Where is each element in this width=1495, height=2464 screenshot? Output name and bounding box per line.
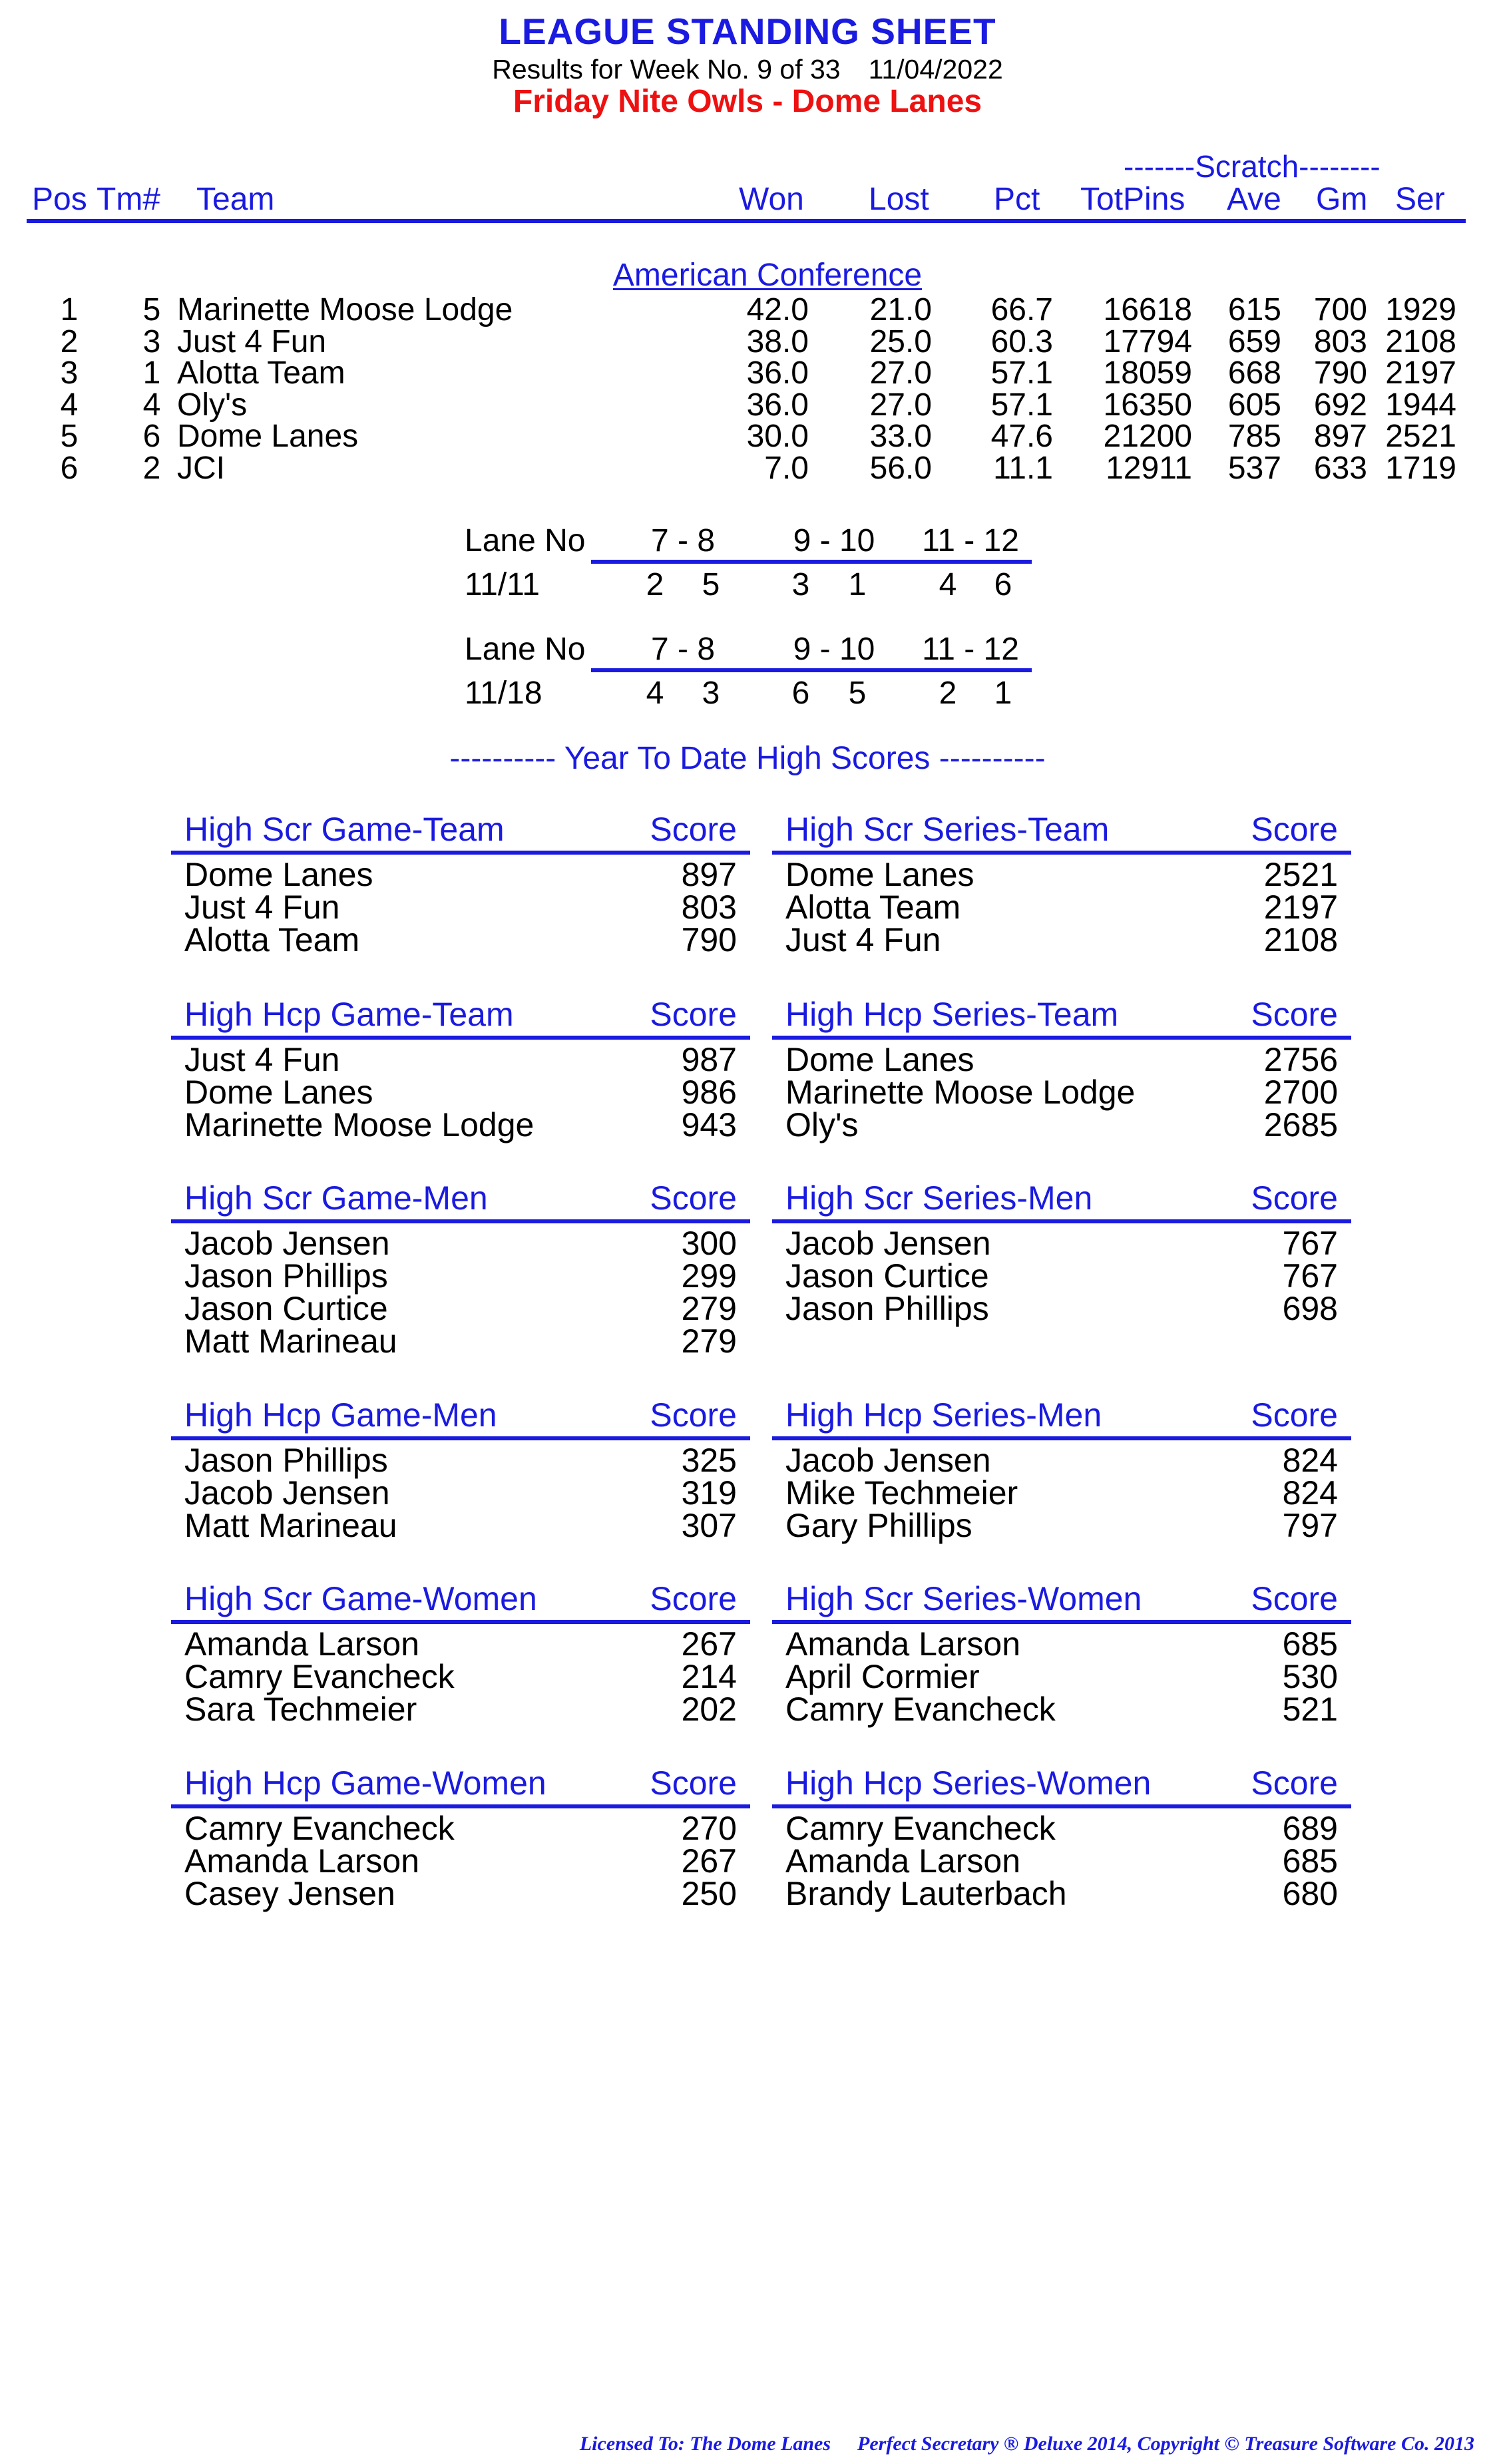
cell-lost: 56.0 xyxy=(869,450,932,486)
list-item xyxy=(772,1842,1351,1880)
cell-gm: 633 xyxy=(1313,450,1367,486)
score-value: 2521 xyxy=(1263,856,1338,893)
bowler-name: Matt Marineau xyxy=(184,1323,397,1360)
cell-pct: 47.6 xyxy=(990,419,1053,454)
col-totpins: TotPins xyxy=(1080,182,1185,217)
lane-pair: 9 - 10 xyxy=(793,632,875,667)
bowler-name: Amanda Larson xyxy=(184,1625,420,1663)
bowler-name: Camry Evancheck xyxy=(785,1810,1056,1847)
box-header xyxy=(772,1179,1351,1217)
box-rule xyxy=(171,1620,750,1624)
high-score-box xyxy=(772,1179,1351,1325)
score-value: 689 xyxy=(1282,1810,1338,1847)
cell-pct: 60.3 xyxy=(990,323,1053,359)
score-value: 987 xyxy=(681,1041,737,1078)
score-label: Score xyxy=(1251,1179,1338,1217)
lane-team: 2 xyxy=(646,567,664,602)
bowler-name: Gary Phillips xyxy=(785,1507,972,1544)
cell-tm: 6 xyxy=(142,419,161,454)
cell-team: Oly's xyxy=(177,387,248,423)
box-title: High Scr Game-Team xyxy=(184,811,505,848)
list-item xyxy=(171,1812,750,1845)
col-pos: Pos xyxy=(32,182,87,217)
col-tm: Tm# xyxy=(97,182,160,217)
lane-team: 5 xyxy=(848,676,867,711)
cell-gm: 692 xyxy=(1313,387,1367,423)
list-item xyxy=(171,1507,750,1544)
score-value: 698 xyxy=(1282,1290,1338,1327)
box-items xyxy=(171,1227,750,1358)
table-row xyxy=(0,323,1495,359)
cell-team: JCI xyxy=(177,450,225,486)
cell-ave: 785 xyxy=(1227,419,1281,454)
col-won: Won xyxy=(739,182,804,217)
table-row xyxy=(0,389,1495,421)
box-header xyxy=(772,1764,1351,1802)
cell-ser: 2521 xyxy=(1385,419,1456,454)
high-score-box xyxy=(171,1764,750,1910)
cell-won: 36.0 xyxy=(746,355,809,391)
col-ave: Ave xyxy=(1227,182,1281,217)
box-title: High Hcp Game-Men xyxy=(184,1396,497,1434)
bowler-name: Jason Phillips xyxy=(184,1442,388,1479)
list-item xyxy=(171,1227,750,1260)
cell-tm: 2 xyxy=(142,450,161,486)
bowler-name: Jason Phillips xyxy=(184,1257,388,1295)
cell-tm: 3 xyxy=(142,323,161,359)
cell-totpins: 21200 xyxy=(1103,419,1192,454)
box-rule xyxy=(171,1804,750,1808)
score-label: Score xyxy=(1251,1396,1338,1434)
lane-rule xyxy=(591,668,1032,672)
box-items xyxy=(772,1227,1351,1325)
box-title: High Hcp Game-Women xyxy=(184,1764,546,1802)
cell-ave: 659 xyxy=(1227,323,1281,359)
list-item xyxy=(772,1227,1351,1260)
footer xyxy=(0,2432,1474,2456)
box-header xyxy=(772,996,1351,1033)
score-value: 685 xyxy=(1282,1625,1338,1663)
lane-pair: 7 - 8 xyxy=(650,523,716,558)
box-items xyxy=(171,1041,750,1143)
table-row xyxy=(0,421,1495,453)
scratch-label: -------Scratch-------- xyxy=(1124,149,1381,184)
cell-won: 30.0 xyxy=(746,419,809,454)
box-rule xyxy=(171,1219,750,1223)
score-label: Score xyxy=(650,1580,737,1617)
score-label: Score xyxy=(650,1764,737,1802)
box-title: High Scr Series-Women xyxy=(785,1580,1142,1617)
score-label: Score xyxy=(1251,1764,1338,1802)
high-score-box xyxy=(772,996,1351,1141)
table-row xyxy=(0,450,1495,486)
score-value: 214 xyxy=(681,1658,737,1695)
cell-team: Marinette Moose Lodge xyxy=(177,292,513,327)
list-item xyxy=(772,1625,1351,1663)
box-items xyxy=(772,1812,1351,1910)
score-label: Score xyxy=(1251,996,1338,1033)
bowler-name: Dome Lanes xyxy=(785,856,974,893)
cell-won: 7.0 xyxy=(764,450,809,486)
cell-pct: 11.1 xyxy=(993,450,1053,486)
score-value: 202 xyxy=(681,1691,737,1728)
lane-team: 3 xyxy=(791,567,810,602)
box-items xyxy=(171,1625,750,1728)
cell-ave: 668 xyxy=(1227,355,1281,391)
list-item xyxy=(772,856,1351,893)
lane-team: 3 xyxy=(702,676,720,711)
cell-gm: 700 xyxy=(1313,292,1367,327)
lane-team: 4 xyxy=(646,676,664,711)
score-value: 319 xyxy=(681,1474,737,1512)
list-item xyxy=(171,1290,750,1327)
bowler-name: Just 4 Fun xyxy=(184,1041,340,1078)
col-ser: Ser xyxy=(1395,182,1445,217)
box-header xyxy=(171,1179,750,1217)
cell-lost: 33.0 xyxy=(869,419,932,454)
bowler-name: Jason Curtice xyxy=(184,1290,388,1327)
col-team: Team xyxy=(196,182,275,217)
week-line xyxy=(0,53,1495,85)
score-value: 530 xyxy=(1282,1658,1338,1695)
box-header xyxy=(772,1396,1351,1434)
report-date: 11/04/2022 xyxy=(868,54,1003,85)
bowler-name: Amanda Larson xyxy=(785,1625,1021,1663)
high-score-box xyxy=(171,996,750,1141)
lane-no-label: Lane No xyxy=(465,523,586,558)
cell-lost: 27.0 xyxy=(869,355,932,391)
bowler-name: Sara Techmeier xyxy=(184,1691,417,1728)
box-items xyxy=(772,1041,1351,1143)
bowler-name: Amanda Larson xyxy=(785,1842,1021,1880)
lane-team: 1 xyxy=(994,676,1012,711)
lane-no-label: Lane No xyxy=(465,632,586,667)
list-item xyxy=(772,1041,1351,1078)
col-lost: Lost xyxy=(869,182,929,217)
list-item xyxy=(772,1076,1351,1109)
cell-team: Dome Lanes xyxy=(177,419,359,454)
score-label: Score xyxy=(650,811,737,848)
bowler-name: Jacob Jensen xyxy=(785,1225,991,1262)
lane-team: 6 xyxy=(994,567,1012,602)
list-item xyxy=(772,1474,1351,1512)
col-pct: Pct xyxy=(994,182,1040,217)
ytd-title: ---------- Year To Date High Scores ---------- xyxy=(449,741,1046,776)
score-value: 797 xyxy=(1282,1507,1338,1544)
col-gm: Gm xyxy=(1316,182,1368,217)
box-items xyxy=(171,1812,750,1910)
cell-totpins: 17794 xyxy=(1103,323,1192,359)
bowler-name: Alotta Team xyxy=(184,921,360,958)
cell-tm: 4 xyxy=(142,387,161,423)
score-label: Score xyxy=(650,1396,737,1434)
score-value: 685 xyxy=(1282,1842,1338,1880)
box-title: High Scr Game-Women xyxy=(184,1580,537,1617)
bowler-name: April Cormier xyxy=(785,1658,980,1695)
list-item xyxy=(772,1444,1351,1477)
bowler-name: Matt Marineau xyxy=(184,1507,397,1544)
lane-pair: 9 - 10 xyxy=(793,523,875,558)
score-value: 2108 xyxy=(1263,921,1338,958)
bowler-name: Camry Evancheck xyxy=(184,1810,455,1847)
cell-tm: 5 xyxy=(142,292,161,327)
cell-totpins: 12911 xyxy=(1106,450,1192,486)
score-value: 767 xyxy=(1282,1257,1338,1295)
cell-gm: 897 xyxy=(1313,419,1367,454)
bowler-name: Marinette Moose Lodge xyxy=(184,1106,534,1143)
bowler-name: Dome Lanes xyxy=(785,1041,974,1078)
list-item xyxy=(171,891,750,924)
conference-title: American Conference xyxy=(612,258,923,293)
box-header xyxy=(171,1580,750,1617)
score-value: 267 xyxy=(681,1625,737,1663)
lane-date: 11/11 xyxy=(465,567,540,602)
box-header xyxy=(171,811,750,848)
lane-date: 11/18 xyxy=(465,676,542,711)
cell-totpins: 16618 xyxy=(1103,292,1192,327)
score-value: 2197 xyxy=(1263,889,1338,926)
cell-won: 38.0 xyxy=(746,323,809,359)
bowler-name: Marinette Moose Lodge xyxy=(785,1074,1136,1111)
cell-ser: 1719 xyxy=(1385,450,1456,486)
cell-gm: 790 xyxy=(1313,355,1367,391)
cell-won: 36.0 xyxy=(746,387,809,423)
bowler-name: Oly's xyxy=(785,1106,859,1143)
cell-lost: 25.0 xyxy=(869,323,932,359)
page-title: LEAGUE STANDING SHEET xyxy=(499,11,996,52)
bowler-name: Mike Techmeier xyxy=(785,1474,1018,1512)
high-score-box xyxy=(171,811,750,956)
bowler-name: Dome Lanes xyxy=(184,1074,373,1111)
box-title: High Hcp Series-Team xyxy=(785,996,1119,1033)
cell-ser: 1944 xyxy=(1385,387,1456,423)
list-item xyxy=(171,1693,750,1726)
box-rule xyxy=(171,1436,750,1440)
high-score-box xyxy=(772,1764,1351,1910)
box-header xyxy=(772,811,1351,848)
score-value: 299 xyxy=(681,1257,737,1295)
high-score-box xyxy=(171,1396,750,1542)
box-items xyxy=(772,856,1351,958)
score-value: 250 xyxy=(681,1875,737,1912)
score-value: 790 xyxy=(681,921,737,958)
cell-ave: 615 xyxy=(1227,292,1281,327)
league-name: Friday Nite Owls - Dome Lanes xyxy=(513,84,982,119)
high-score-box xyxy=(772,1580,1351,1726)
bowler-name: Jacob Jensen xyxy=(785,1442,991,1479)
list-item xyxy=(772,891,1351,924)
lane-team: 1 xyxy=(848,567,867,602)
bowler-name: Just 4 Fun xyxy=(184,889,340,926)
score-label: Score xyxy=(650,1179,737,1217)
box-rule xyxy=(772,1620,1351,1624)
box-title: High Scr Game-Men xyxy=(184,1179,488,1217)
cell-ave: 537 xyxy=(1227,450,1281,486)
lane-rule xyxy=(591,560,1032,564)
list-item xyxy=(171,1325,750,1358)
list-item xyxy=(772,1658,1351,1695)
cell-pos: 4 xyxy=(60,387,79,423)
score-value: 2700 xyxy=(1263,1074,1338,1111)
box-title: High Scr Series-Men xyxy=(785,1179,1093,1217)
score-value: 267 xyxy=(681,1842,737,1880)
cell-pos: 3 xyxy=(60,355,79,391)
high-score-box xyxy=(171,1580,750,1726)
bowler-name: Jason Curtice xyxy=(785,1257,989,1295)
list-item xyxy=(171,921,750,958)
box-items xyxy=(171,1444,750,1542)
list-item xyxy=(171,1257,750,1295)
list-item xyxy=(171,1041,750,1078)
list-item xyxy=(772,1290,1351,1327)
list-item xyxy=(772,921,1351,958)
box-rule xyxy=(772,1436,1351,1440)
cell-team: Just 4 Fun xyxy=(177,323,327,359)
list-item xyxy=(171,1658,750,1695)
lane-pair: 7 - 8 xyxy=(650,632,716,667)
list-item xyxy=(772,1693,1351,1726)
score-value: 325 xyxy=(681,1442,737,1479)
cell-ser: 2197 xyxy=(1385,355,1456,391)
cell-pos: 2 xyxy=(60,323,79,359)
box-items xyxy=(171,856,750,958)
box-rule xyxy=(772,1804,1351,1808)
cell-pct: 66.7 xyxy=(990,292,1053,327)
cell-lost: 21.0 xyxy=(869,292,932,327)
score-value: 897 xyxy=(681,856,737,893)
cell-pos: 5 xyxy=(60,419,79,454)
list-item xyxy=(171,1842,750,1880)
lane-team: 5 xyxy=(702,567,720,602)
score-value: 521 xyxy=(1282,1691,1338,1728)
box-header xyxy=(772,1580,1351,1617)
bowler-name: Jacob Jensen xyxy=(184,1225,390,1262)
box-title: High Hcp Series-Men xyxy=(785,1396,1102,1434)
score-value: 2756 xyxy=(1263,1041,1338,1078)
box-rule xyxy=(772,1219,1351,1223)
score-value: 680 xyxy=(1282,1875,1338,1912)
box-rule xyxy=(171,851,750,855)
bowler-name: Amanda Larson xyxy=(184,1842,420,1880)
lane-pair: 11 - 12 xyxy=(922,523,1019,558)
score-value: 824 xyxy=(1282,1474,1338,1512)
licensed-to: Licensed To: The Dome Lanes xyxy=(579,2433,831,2455)
cell-pct: 57.1 xyxy=(990,355,1053,391)
list-item xyxy=(171,1474,750,1512)
list-item xyxy=(772,1507,1351,1544)
score-value: 307 xyxy=(681,1507,737,1544)
box-header xyxy=(171,1396,750,1434)
score-value: 803 xyxy=(681,889,737,926)
lane-pair: 11 - 12 xyxy=(922,632,1019,667)
list-item xyxy=(772,1812,1351,1845)
cell-pos: 1 xyxy=(60,292,79,327)
cell-tm: 1 xyxy=(142,355,161,391)
score-label: Score xyxy=(1251,811,1338,848)
cell-pct: 57.1 xyxy=(990,387,1053,423)
bowler-name: Casey Jensen xyxy=(184,1875,395,1912)
score-value: 2685 xyxy=(1263,1106,1338,1143)
header-rule xyxy=(27,219,1466,223)
box-title: High Hcp Game-Team xyxy=(184,996,514,1033)
list-item xyxy=(772,1875,1351,1912)
table-row xyxy=(0,357,1495,389)
box-items xyxy=(772,1625,1351,1728)
lane-team: 4 xyxy=(939,567,957,602)
cell-totpins: 18059 xyxy=(1103,355,1192,391)
box-title: High Scr Series-Team xyxy=(785,811,1110,848)
box-items xyxy=(772,1444,1351,1542)
high-score-box xyxy=(171,1179,750,1358)
score-value: 986 xyxy=(681,1074,737,1111)
cell-pos: 6 xyxy=(60,450,79,486)
cell-gm: 803 xyxy=(1313,323,1367,359)
list-item xyxy=(171,1444,750,1477)
list-item xyxy=(171,1076,750,1109)
bowler-name: Camry Evancheck xyxy=(785,1691,1056,1728)
list-item xyxy=(772,1257,1351,1295)
list-item xyxy=(772,1106,1351,1143)
high-score-box xyxy=(772,1396,1351,1542)
cell-ave: 605 xyxy=(1227,387,1281,423)
score-value: 279 xyxy=(681,1323,737,1360)
list-item xyxy=(171,1625,750,1663)
bowler-name: Camry Evancheck xyxy=(184,1658,455,1695)
cell-lost: 27.0 xyxy=(869,387,932,423)
high-score-box xyxy=(772,811,1351,956)
bowler-name: Brandy Lauterbach xyxy=(785,1875,1067,1912)
list-item xyxy=(171,1106,750,1143)
bowler-name: Dome Lanes xyxy=(184,856,373,893)
box-header xyxy=(171,1764,750,1802)
lane-team: 2 xyxy=(939,676,957,711)
cell-won: 42.0 xyxy=(746,292,809,327)
score-label: Score xyxy=(1251,1580,1338,1617)
table-row xyxy=(0,294,1495,326)
score-value: 300 xyxy=(681,1225,737,1262)
list-item xyxy=(171,856,750,893)
score-value: 279 xyxy=(681,1290,737,1327)
week-text: Results for Week No. 9 of 33 xyxy=(492,54,841,85)
copyright: Perfect Secretary ® Deluxe 2014, Copyright © Treasure Software Co. 2013 xyxy=(857,2433,1474,2455)
bowler-name: Just 4 Fun xyxy=(785,921,941,958)
box-rule xyxy=(772,851,1351,855)
lane-team: 6 xyxy=(791,676,810,711)
box-title: High Hcp Series-Women xyxy=(785,1764,1152,1802)
cell-ser: 1929 xyxy=(1385,292,1456,327)
bowler-name: Jacob Jensen xyxy=(184,1474,390,1512)
bowler-name: Alotta Team xyxy=(785,889,961,926)
cell-team: Alotta Team xyxy=(177,355,345,391)
box-header xyxy=(171,996,750,1033)
score-value: 943 xyxy=(681,1106,737,1143)
box-rule xyxy=(171,1036,750,1040)
bowler-name: Jason Phillips xyxy=(785,1290,989,1327)
score-value: 270 xyxy=(681,1810,737,1847)
cell-totpins: 16350 xyxy=(1103,387,1192,423)
cell-ser: 2108 xyxy=(1385,323,1456,359)
box-rule xyxy=(772,1036,1351,1040)
score-value: 824 xyxy=(1282,1442,1338,1479)
score-label: Score xyxy=(650,996,737,1033)
score-value: 767 xyxy=(1282,1225,1338,1262)
list-item xyxy=(171,1875,750,1912)
